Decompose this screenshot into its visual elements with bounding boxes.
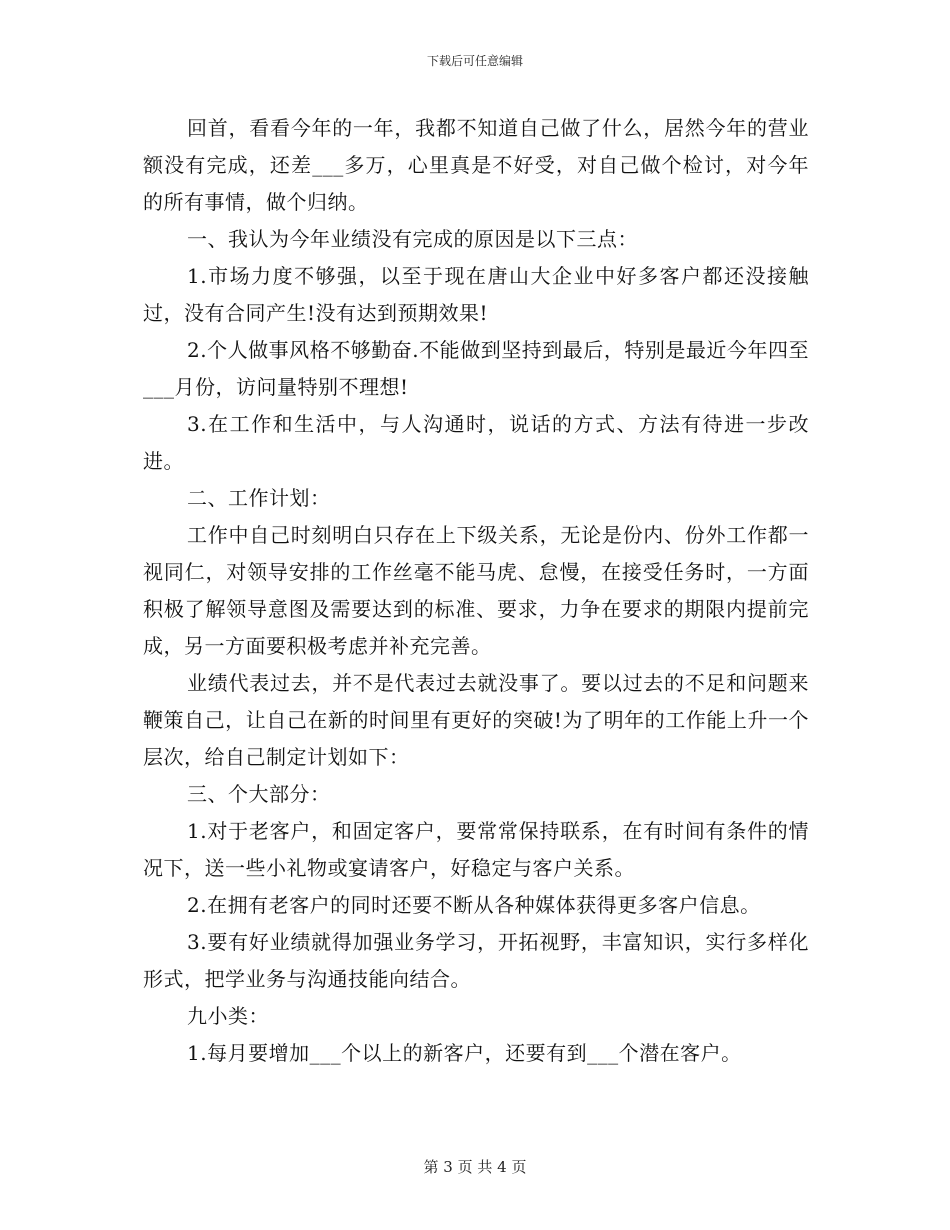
page-header: 下载后可任意编辑 xyxy=(426,54,523,68)
document-body xyxy=(143,110,809,1072)
reason-item-2: 2.个人做事风格不够勤奋.不能做到坚持到最后，特别是最近今年四至___月份，访问量特别不理想! xyxy=(143,338,809,399)
paragraph-plan: 工作中自己时刻明白只存在上下级关系，无论是份内、份外工作都一视同仁，对领导安排的工作丝毫不能马虎、怠慢，在接受任务时，一方面积极了解领导意图及需要达到的标准、要求，力争在要求的期限内提前完成，另一方面要积极考虑并补充完善。 xyxy=(143,523,809,658)
section-heading-categories: 九小类： xyxy=(187,1004,269,1028)
part-item-2: 2.在拥有老客户的同时还要不断从各种媒体获得更多客户信息。 xyxy=(187,893,761,917)
paragraph-intro: 回首，看看今年的一年，我都不知道自己做了什么，居然今年的营业额没有完成，还差___多万，心里真是不好受，对自己做个检讨，对今年的所有事情，做个归纳。 xyxy=(143,116,809,214)
paragraph-performance: 业绩代表过去，并不是代表过去就没事了。要以过去的不足和问题来鞭策自己，让自己在新的时间里有更好的突破!为了明年的工作能上升一个层次，给自己制定计划如下： xyxy=(143,671,809,769)
part-item-3: 3.要有好业绩就得加强业务学习，开拓视野，丰富知识，实行多样化形式，把学业务与沟通技能向结合。 xyxy=(143,930,809,991)
reason-item-3: 3.在工作和生活中，与人沟通时，说话的方式、方法有待进一步改进。 xyxy=(143,412,809,473)
reason-item-1: 1.市场力度不够强，以至于现在唐山大企业中好多客户都还没接触过，没有合同产生!没有达到预期效果! xyxy=(143,264,809,325)
part-item-1: 1.对于老客户，和固定客户，要常常保持联系，在有时间有条件的情况下，送一些小礼物或宴请客户，好稳定与客户关系。 xyxy=(143,819,809,880)
section-heading-plan: 二、工作计划： xyxy=(187,486,331,510)
section-heading-reasons: 一、我认为今年业绩没有完成的原因是以下三点： xyxy=(187,227,638,251)
category-item-1: 1.每月要增加___个以上的新客户，还要有到___个潜在客户。 xyxy=(187,1041,742,1065)
page-number: 第 3 页 共 4 页 xyxy=(423,1158,527,1176)
section-heading-parts: 三、个大部分： xyxy=(187,782,331,806)
